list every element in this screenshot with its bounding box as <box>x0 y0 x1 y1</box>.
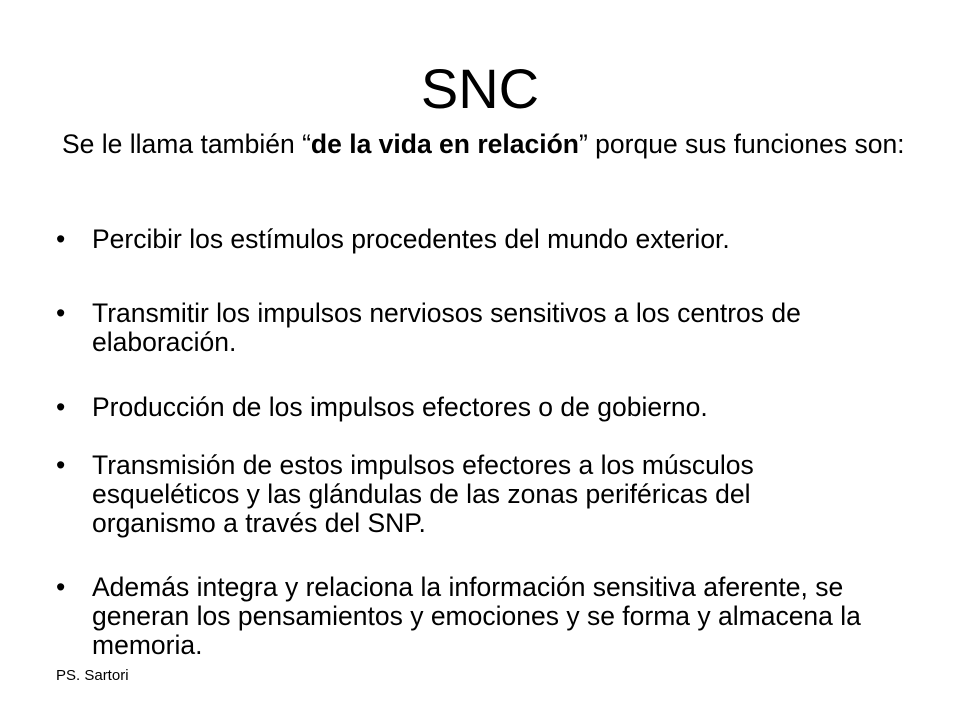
bullet-dot: • <box>56 572 66 602</box>
footer-author: PS. Sartori <box>56 667 129 684</box>
bullet-dot: • <box>56 392 66 422</box>
bullet-item <box>56 393 876 422</box>
intro-paragraph <box>62 130 914 159</box>
bullet-item <box>56 225 876 254</box>
bullet-text: Transmisión de estos impulsos efectores a los músculos esqueléticos y las glándulas de las zonas periféricas del organismo a través del SNP. <box>92 450 754 538</box>
bullet-dot: • <box>56 224 66 254</box>
bullet-item <box>56 451 876 538</box>
bullet-dot: • <box>56 450 66 480</box>
bullet-item <box>56 573 876 660</box>
bullet-item <box>56 299 876 357</box>
bullet-text: Percibir los estímulos procedentes del mundo exterior. <box>92 224 730 254</box>
intro-text-before: Se le llama también “ <box>62 129 311 159</box>
intro-text-after: ” porque sus funciones son: <box>578 129 905 159</box>
intro-bold-phrase: de la vida en relación <box>310 129 579 159</box>
bullet-text: Transmitir los impulsos nerviosos sensitivos a los centros de elaboración. <box>92 298 801 357</box>
bullet-dot: • <box>56 298 66 328</box>
bullet-text: Además integra y relaciona la información sensitiva aferente, se generan los pensamientos y emociones y se forma y almacena la memoria. <box>92 572 861 660</box>
slide-title: SNC <box>420 57 540 120</box>
bullet-text: Producción de los impulsos efectores o de gobierno. <box>92 392 708 422</box>
